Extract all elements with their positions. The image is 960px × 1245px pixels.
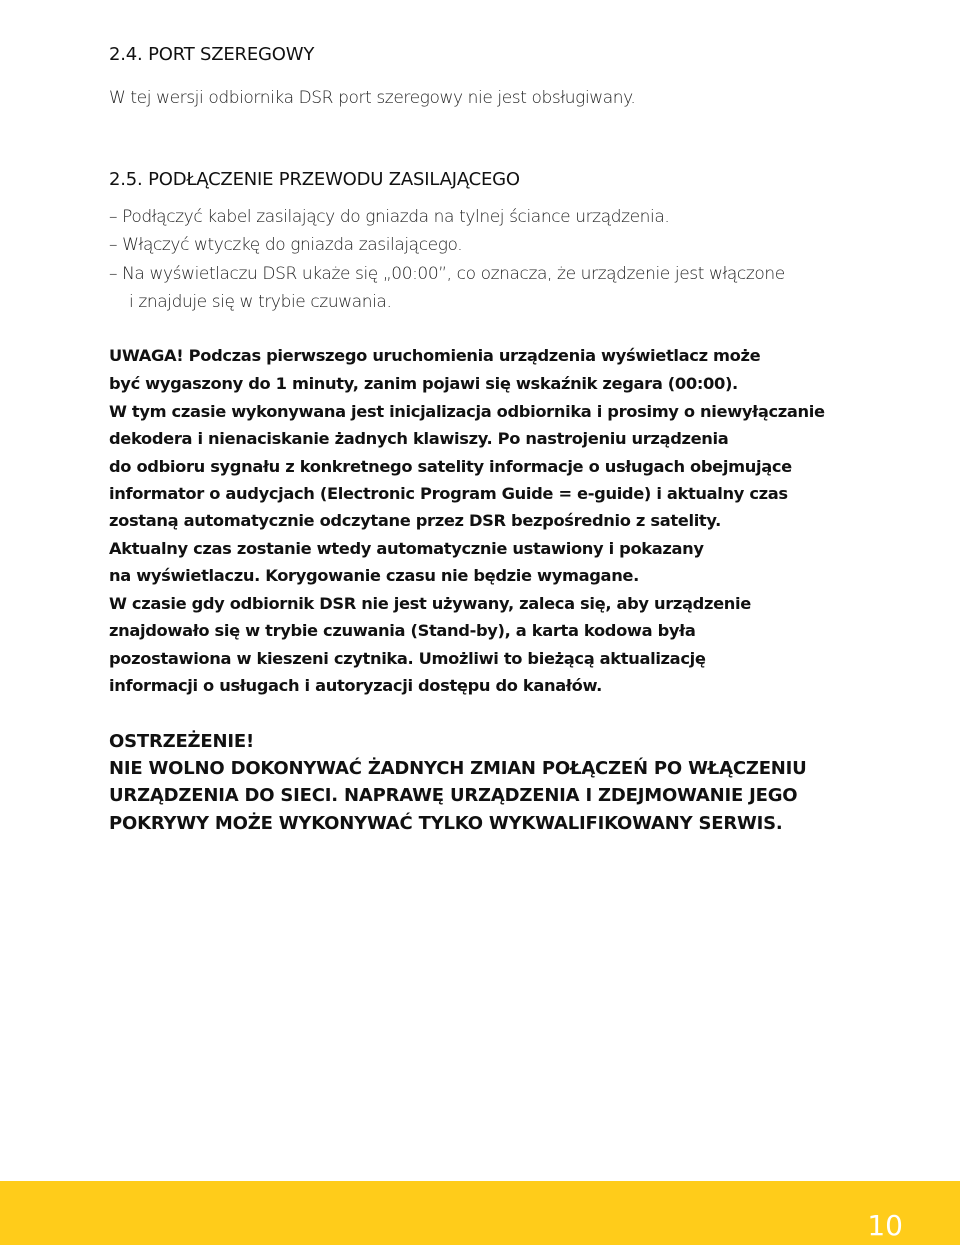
note-line: pozostawiona w kieszeni czytnika. Umożliwi to bieżącą aktualizację <box>109 649 706 668</box>
power-step-3: – Na wyświetlaczu DSR ukaże się „00:00”, co oznacza, że urządzenie jest włączone <box>109 264 785 284</box>
note-line: informacji o usługach i autoryzacji dostępu do kanałów. <box>109 676 602 695</box>
power-step-2: – Włączyć wtyczkę do gniazda zasilającego. <box>109 235 463 255</box>
note-line: informator o audycjach (Electronic Program Guide = e-guide) i aktualny czas <box>109 484 788 503</box>
note-line: UWAGA! Podczas pierwszego uruchomienia urządzenia wyświetlacz może <box>109 346 761 365</box>
footer-bar <box>0 1181 960 1245</box>
warning-line: NIE WOLNO DOKONYWAĆ ŻADNYCH ZMIAN POŁĄCZEŃ PO WŁĄCZENIU <box>109 758 807 779</box>
note-line: dekodera i nienaciskanie żadnych klawiszy. Po nastrojeniu urządzenia <box>109 429 729 448</box>
section-text-port: W tej wersji odbiornika DSR port szeregowy nie jest obsługiwany. <box>109 88 636 108</box>
note-line: W czasie gdy odbiornik DSR nie jest używany, zaleca się, aby urządzenie <box>109 594 751 613</box>
note-line: W tym czasie wykonywana jest inicjalizacja odbiornika i prosimy o niewyłączanie <box>109 402 825 421</box>
note-line: znajdowało się w trybie czuwania (Stand-by), a karta kodowa była <box>109 621 696 640</box>
warning-line: URZĄDZENIA DO SIECI. NAPRAWĘ URZĄDZENIA I ZDEJMOWANIE JEGO <box>109 785 798 806</box>
warning-line: POKRYWY MOŻE WYKONYWAĆ TYLKO WYKWALIFIKOWANY SERWIS. <box>109 813 783 834</box>
section-heading-port: 2.4. PORT SZEREGOWY <box>109 44 315 65</box>
power-step-3-continuation: i znajduje się w trybie czuwania. <box>129 292 392 312</box>
note-line: do odbioru sygnału z konkretnego satelity informacje o usługach obejmujące <box>109 457 792 476</box>
power-step-1: – Podłączyć kabel zasilający do gniazda na tylnej ściance urządzenia. <box>109 207 670 227</box>
note-line: być wygaszony do 1 minuty, zanim pojawi się wskaźnik zegara (00:00). <box>109 374 738 393</box>
warning-title: OSTRZEŻENIE! <box>109 731 254 752</box>
section-heading-power: 2.5. PODŁĄCZENIE PRZEWODU ZASILAJĄCEGO <box>109 169 520 190</box>
note-line: Aktualny czas zostanie wtedy automatycznie ustawiony i pokazany <box>109 539 704 558</box>
note-line: zostaną automatycznie odczytane przez DSR bezpośrednio z satelity. <box>109 511 721 530</box>
note-line: na wyświetlaczu. Korygowanie czasu nie będzie wymagane. <box>109 566 639 585</box>
page-number: 10 <box>867 1209 903 1242</box>
